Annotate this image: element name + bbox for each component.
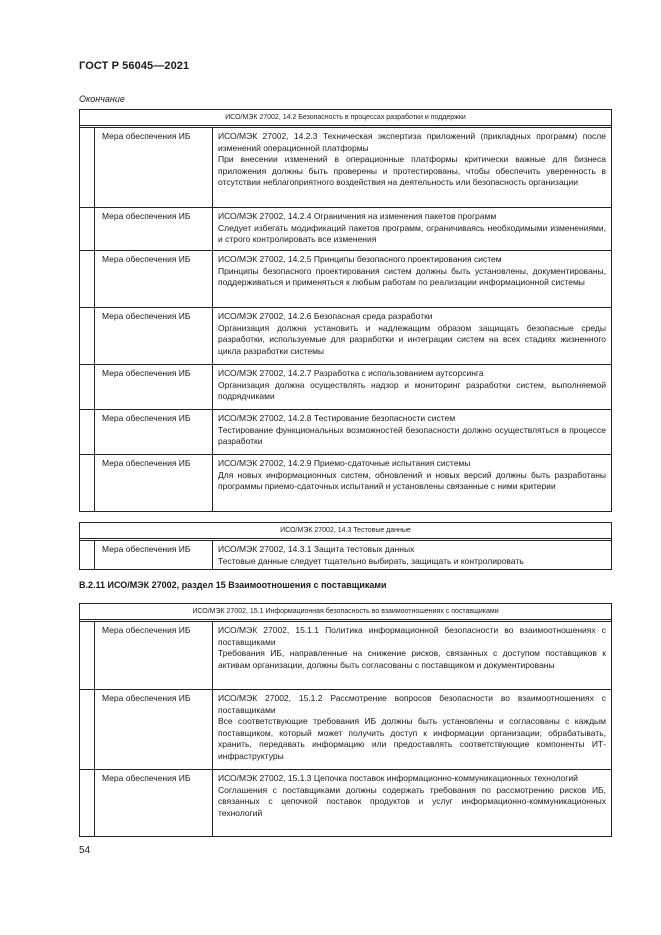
control-ref: ИСО/МЭК 27002, 15.1.3 Цепочка поставок информационно-коммуникационных технологий	[218, 773, 578, 783]
table-row	[80, 409, 611, 454]
control-type: Мера обеспечения ИБ	[95, 455, 213, 511]
control-ref: ИСО/МЭК 27002, 14.2.3 Техническая экспертиза приложений (прикладных программ) после изменений операционной платформы	[218, 131, 606, 153]
control-text: Организация должна установить и надлежащим образом защищать безопасные среды разработки, используемые для разработки и интеграции систем на всех стадиях жизненного цикла разработки системы	[218, 322, 606, 356]
control-type: Мера обеспечения ИБ	[95, 690, 213, 769]
control-ref: ИСО/МЭК 27002, 14.3.1 Защита тестовых данных	[218, 544, 415, 554]
control-type: Мера обеспечения ИБ	[95, 208, 213, 250]
continuation-label: Окончание	[79, 94, 125, 104]
control-text: Все соответствующие требования ИБ должны быть установлены и согласованы с каждым поставщиком, который может получить доступ к информации организации; обрабатывать, хранить, передавать информацию или предоставлять соответствующие компоненты ИТ-инфраструктуры	[218, 716, 606, 761]
table-row	[80, 128, 611, 207]
control-ref: ИСО/МЭК 27002, 14.2.5 Принципы безопасного проектирования систем	[218, 254, 502, 264]
control-text: Требования ИБ, направленные на снижение рисков, связанных с доступом поставщиков к активам организации, должны быть согласованы с поставщиком и документированы	[218, 648, 606, 670]
control-ref: ИСО/МЭК 27002, 14.2.7 Разработка с использованием аутсорсинга	[218, 368, 484, 378]
control-type: Мера обеспечения ИБ	[95, 541, 213, 569]
control-ref: ИСО/МЭК 27002, 15.1.1 Политика информационной безопасности во взаимоотношениях с поставщиками	[218, 625, 606, 647]
control-ref: ИСО/МЭК 27002, 14.2.6 Безопасная среда разработки	[218, 311, 433, 321]
table-row	[80, 364, 611, 409]
control-ref: ИСО/МЭК 27002, 15.1.2 Рассмотрение вопросов безопасности во взаимоотношениях с поставщиками	[218, 693, 606, 715]
control-text: Соглашения с поставщиками должны содержать требования по рассмотрению рисков ИБ, связанных с цепочкой поставок продуктов и услуг информационно-коммуникационных технологий	[218, 784, 606, 818]
control-type: Мера обеспечения ИБ	[95, 410, 213, 454]
control-text: Для новых информационных систем, обновлений и новых версий должны быть разработаны программы приемо-сдаточных испытаний и установлены связанные с ними критерии	[218, 469, 606, 492]
table-14-3	[79, 522, 612, 570]
control-type: Мера обеспечения ИБ	[95, 128, 213, 207]
table-15-1	[79, 603, 612, 837]
table-row	[80, 769, 611, 836]
table-row	[80, 250, 611, 307]
table-caption: ИСО/МЭК 27002, 14.3 Тестовые данные	[80, 523, 611, 541]
table-row	[80, 689, 611, 769]
control-ref: ИСО/МЭК 27002, 14.2.8 Тестирование безопасности систем	[218, 413, 456, 423]
table-14-2	[79, 109, 612, 512]
control-type: Мера обеспечения ИБ	[95, 365, 213, 409]
control-text: Тестовые данные следует тщательно выбирать, защищать и контролировать	[218, 555, 524, 566]
control-ref: ИСО/МЭК 27002, 14.2.4 Ограничения на изменения пакетов программ	[218, 211, 497, 221]
table-row	[80, 207, 611, 250]
control-type: Мера обеспечения ИБ	[95, 308, 213, 364]
control-type: Мера обеспечения ИБ	[95, 251, 213, 307]
control-text: Тестирование функциональных возможностей безопасности должно осуществляться в процессе разработки	[218, 424, 606, 447]
control-ref: ИСО/МЭК 27002, 14.2.9 Приемо-сдаточные испытания системы	[218, 458, 471, 468]
table-row	[80, 622, 611, 689]
table-caption: ИСО/МЭК 27002, 15.1 Информационная безопасность во взаимоотношениях с поставщиками	[80, 604, 611, 622]
control-text: При внесении изменений в операционные платформы критически важные для бизнеса приложения должны быть проверены и протестированы, чтобы обеспечить уверенность в отсутствии неблагоприятного воздействия на деятельность или безопасность организации	[218, 154, 606, 188]
table-row	[80, 541, 611, 569]
table-row	[80, 307, 611, 364]
document-header: ГОСТ Р 56045—2021	[79, 60, 190, 72]
table-row	[80, 454, 611, 511]
control-type: Мера обеспечения ИБ	[95, 770, 213, 836]
control-text: Принципы безопасного проектирования систем должны быть установлены, документированы, поддерживаться и применяться к любым работам по реализации информационной системы	[218, 265, 606, 288]
subsection-title: В.2.11 ИСО/МЭК 27002, раздел 15 Взаимоотношения с поставщиками	[79, 580, 387, 590]
table-caption: ИСО/МЭК 27002, 14.2 Безопасность в процессах разработки и поддержки	[80, 110, 611, 128]
control-text: Организация должна осуществлять надзор и мониторинг разработки систем, выполняемой подрядчиками	[218, 379, 606, 402]
control-text: Следует избегать модификаций пакетов программ, ограничиваясь необходимыми изменениями, и строго контролировать все изменения	[218, 222, 606, 245]
page-number: 54	[79, 845, 91, 856]
control-type: Мера обеспечения ИБ	[95, 622, 213, 689]
